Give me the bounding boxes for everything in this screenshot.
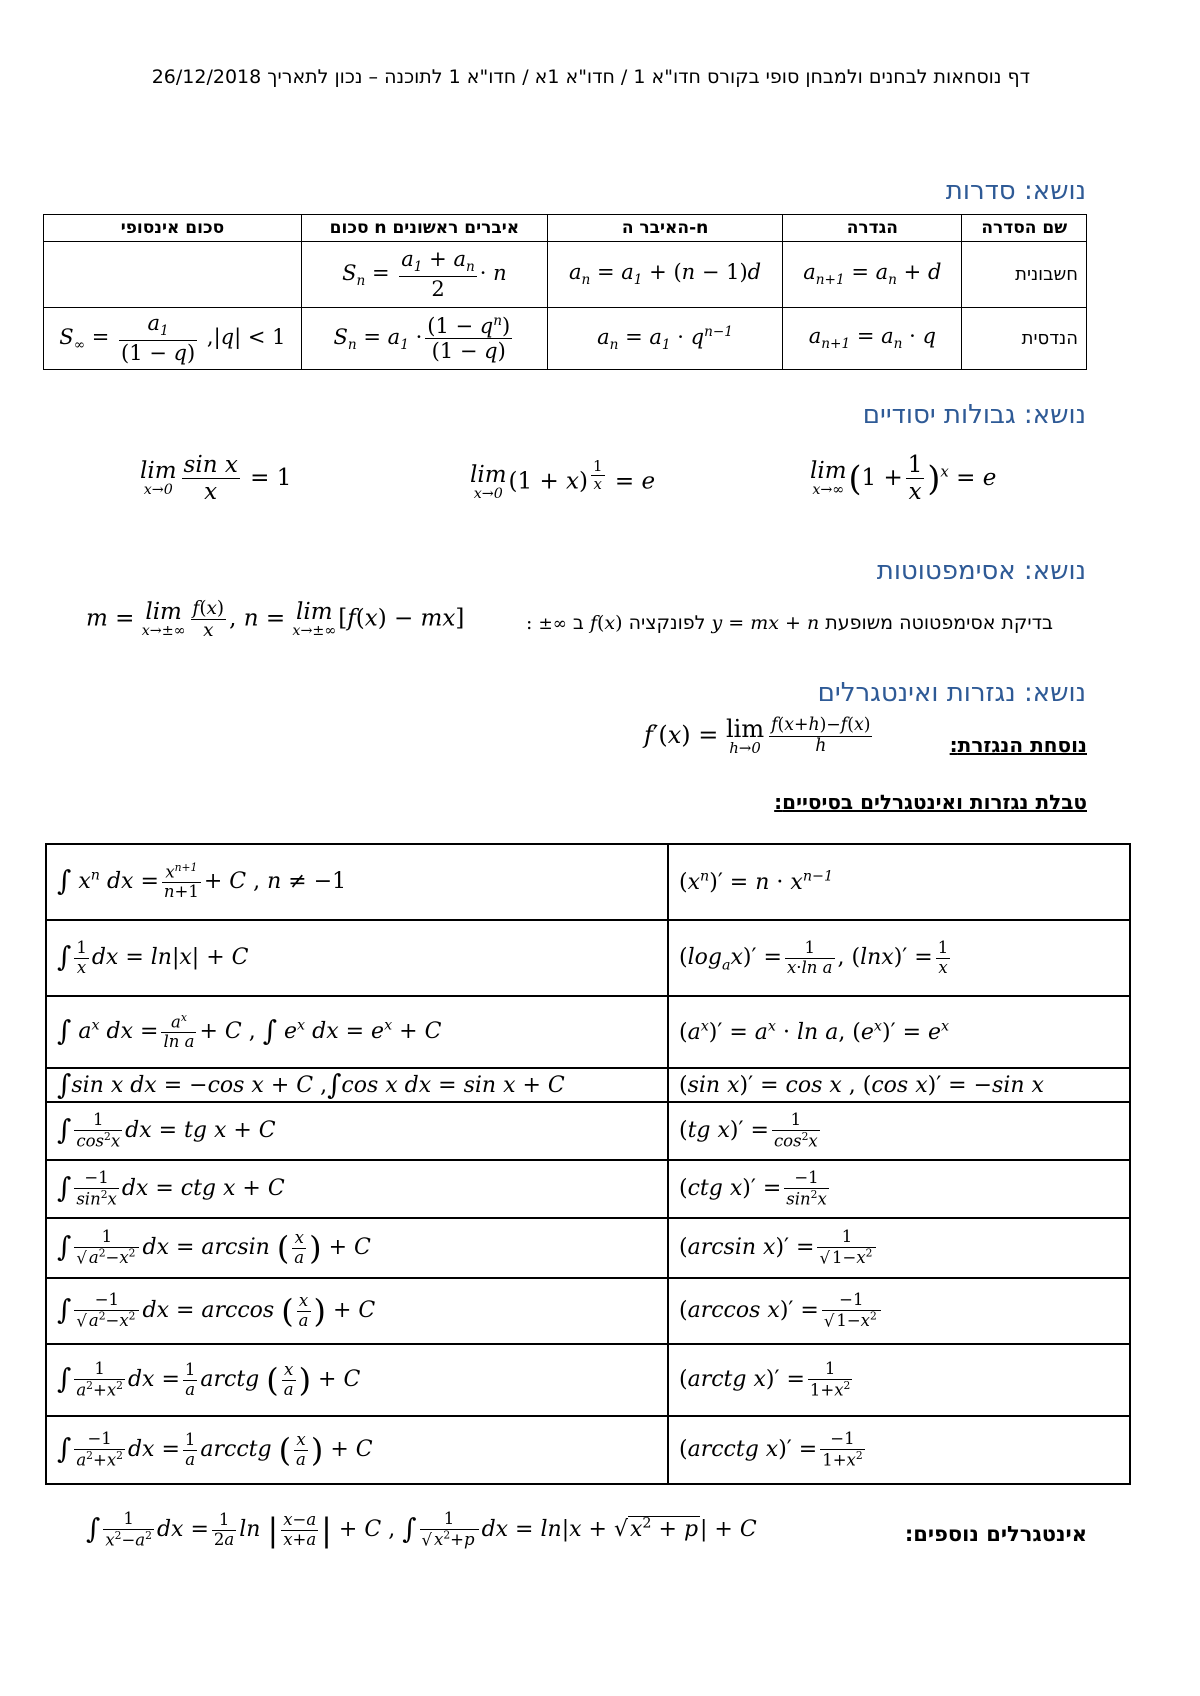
limit-e-at-zero: lim x→0 (1 + x) $^{\frac{1}{x}}$ = e (470, 457, 656, 502)
series-row-geometric (44, 308, 1087, 370)
col-header-partial-sum: סכום n איברים ראשונים (301, 215, 547, 242)
col-header-definition: הגדרה (783, 215, 962, 242)
integral-ctg: ∫ $\frac{-1}{\sin^2x}$ dx = ctg x + C (46, 1160, 668, 1218)
geometric-definition: $a_{n+1} = a_n \cdot q$ (783, 308, 962, 370)
arithmetic-nth-term: $a_n = a_1 + (n - 1)d$ (547, 242, 782, 308)
extra-integrals-formulas: ∫ $\frac{1}{x^2-a^2}$ dx = $\frac{1}{2a}$ ln | $\frac{x-a}{x+a}$ | + C , ∫ $\frac{1}{√ x^2+p}$ dx = $\ln|x + √x^2 + p| + C$ (86, 1509, 757, 1550)
derivative-tg: (tg x)′ = $\frac{1}{\cos^2x}$ (668, 1102, 1130, 1160)
section-title-limits: נושא: גבולות יסודיים (862, 400, 1086, 430)
formula-row-arccos (46, 1278, 1130, 1344)
geometric-name: הנדסית (962, 308, 1087, 370)
integral-tg: ∫ $\frac{1}{\cos^2x}$ dx = tg x + C (46, 1102, 668, 1160)
integral-one-over-x: ∫ $\frac{1}{x}$ dx = ln|x| + C (46, 920, 668, 996)
integral-exp: ∫ $a^x$ dx = $\frac{a^x}{\text{ln a}}$ + C , ∫ $e^x$ dx = $e^x + C$ (46, 996, 668, 1068)
series-row-arithmetic (44, 242, 1087, 308)
col-header-series-name: שם הסדרה (962, 215, 1087, 242)
series-table-header-row (44, 215, 1087, 242)
asymptote-label: בדיקת אסימפטוטה משופעת (825, 612, 1054, 634)
asymptote-description: : ±∞ ב f(x) לפונקציה y = mx + n בדיקת אסימפטוטה משופעת (526, 612, 1054, 634)
arithmetic-name: חשבונית (962, 242, 1087, 308)
derivative-arcsin: (arcsin x)′ = $\frac{1}{√ 1-x^2}$ (668, 1218, 1130, 1278)
formula-row-log (46, 920, 1130, 996)
arithmetic-infinite-sum (44, 242, 302, 308)
derivative-arctg: (arctg x)′ = $\frac{1}{1+x^2}$ (668, 1344, 1130, 1416)
integral-sin-cos: ∫sin x dx = −cos x + C ,∫cos x dx = sin x + C (46, 1068, 668, 1102)
col-header-nth-term: האיבר ה-n (547, 215, 782, 242)
section-title-asymptotes: נושא: אסימפטוטות (876, 556, 1086, 586)
formula-row-arcctg (46, 1416, 1130, 1484)
page-header: דף נוסחאות לבחנים ולמבחן סופי בקורס חדו"א 1 / חדו"א 1א / חדו"א 1 לתוכנה – נכון לתאריך 26/12/2018 (151, 66, 1030, 88)
integral-arccos: ∫ $\frac{-1}{√ a^2-x^2}$ dx = arccos ( $\frac{x}{a}$ ) + C (46, 1278, 668, 1344)
series-table (43, 214, 1087, 370)
section-title-derivatives: נושא: נגזרות ואינטגרלים (817, 678, 1086, 708)
asymptote-colon: : (526, 612, 533, 634)
derivative-arcctg: (arcctg x)′ = $\frac{-1}{1+x^2}$ (668, 1416, 1130, 1484)
geometric-infinite-sum: $S_\infty$ = $\frac{a_1}{(1 - q)}$ ,|q| < 1 (44, 308, 302, 370)
formula-row-trig (46, 1068, 1130, 1102)
derivative-sin-cos: (sin x)′ = cos x , (cos x)′ = −sin x (668, 1068, 1130, 1102)
limit-e-at-infinity: lim x→∞ (1 + $\frac{1}{x}$ )$^x$ = e (810, 452, 997, 506)
geometric-partial-sum: $S_n = a_1$ · $\frac{(1 - q^n)}{(1 - q)}$ (301, 308, 547, 370)
formula-row-power (46, 844, 1130, 920)
derivative-ctg: (ctg x)′ = $\frac{-1}{\sin^2x}$ (668, 1160, 1130, 1218)
formula-table-title-text: טבלת נגזרות ואינטגרלים בסיסיים (782, 790, 1087, 814)
derivative-definition-formula: f′(x) = lim h→0 $\frac{f(x+h)-f(x)}{h}$ (644, 714, 871, 757)
col-header-infinite-sum: סכום אינסופי (44, 215, 302, 242)
asymptote-function-word: לפונקציה (628, 612, 706, 634)
formula-row-tg (46, 1102, 1130, 1160)
derivative-power: $(x^n)' = n \cdot x^{n-1}$ (668, 844, 1130, 920)
formula-row-ctg (46, 1160, 1130, 1218)
integral-arctg: ∫ $\frac{1}{a^2+x^2}$ dx = $\frac{1}{a}$ arctg ( $\frac{x}{a}$ ) + C (46, 1344, 668, 1416)
arithmetic-definition: $a_{n+1} = a_n + d$ (783, 242, 962, 308)
derivative-definition-label: נוסחת הנגזרת: (949, 733, 1087, 757)
formula-row-exp (46, 996, 1130, 1068)
asymptote-in-word: ב (572, 612, 584, 634)
derivative-arccos: (arccos x)′ = $\frac{-1}{√ 1-x^2}$ (668, 1278, 1130, 1344)
limit-sinx-over-x: lim x→0 $\frac{\text{sin x}}{x}$ = 1 (140, 452, 292, 506)
derivative-log: $(\log_ax)'$ = $\frac{1}{\text{x·ln a}}$ , (lnx)′ = $\frac{1}{x}$ (668, 920, 1130, 996)
integral-arcsin: ∫ $\frac{1}{√ a^2-x^2}$ dx = arcsin ( $\frac{x}{a}$ ) + C (46, 1218, 668, 1278)
extra-integrals-label: אינטגרלים נוספים: (904, 1522, 1087, 1546)
formula-row-arcsin (46, 1218, 1130, 1278)
derivative-exp: $(a^x)' = a^x \cdot \ln a$, $(e^x)' = e^x$ (668, 996, 1130, 1068)
section-title-series: נושא: סדרות (945, 176, 1086, 206)
integral-power: ∫ $x^n$ dx = $\frac{x^{n+1}}{n+1}$ + C , n ≠ −1 (46, 844, 668, 920)
formula-table-title: טבלת נגזרות ואינטגרלים בסיסיים: (774, 790, 1087, 814)
derivative-definition-label-text: נוסחת הנגזרת (957, 733, 1087, 757)
geometric-nth-term: $a_n = a_1 \cdot q^{n-1}$ (547, 308, 782, 370)
asymptote-formula: m = lim x→±∞ $\frac{f(x)}{x}$ , n = lim x→±∞ [f(x) − mx] (86, 598, 465, 642)
integral-arcctg: ∫ $\frac{-1}{a^2+x^2}$ dx = $\frac{1}{a}$ arcctg ( $\frac{x}{a}$ ) + C (46, 1416, 668, 1484)
formula-table (45, 843, 1131, 1485)
formula-row-arctg (46, 1344, 1130, 1416)
arithmetic-partial-sum: $S_n$ = $\frac{a_1 + a_n}{2}$ · n (301, 242, 547, 308)
